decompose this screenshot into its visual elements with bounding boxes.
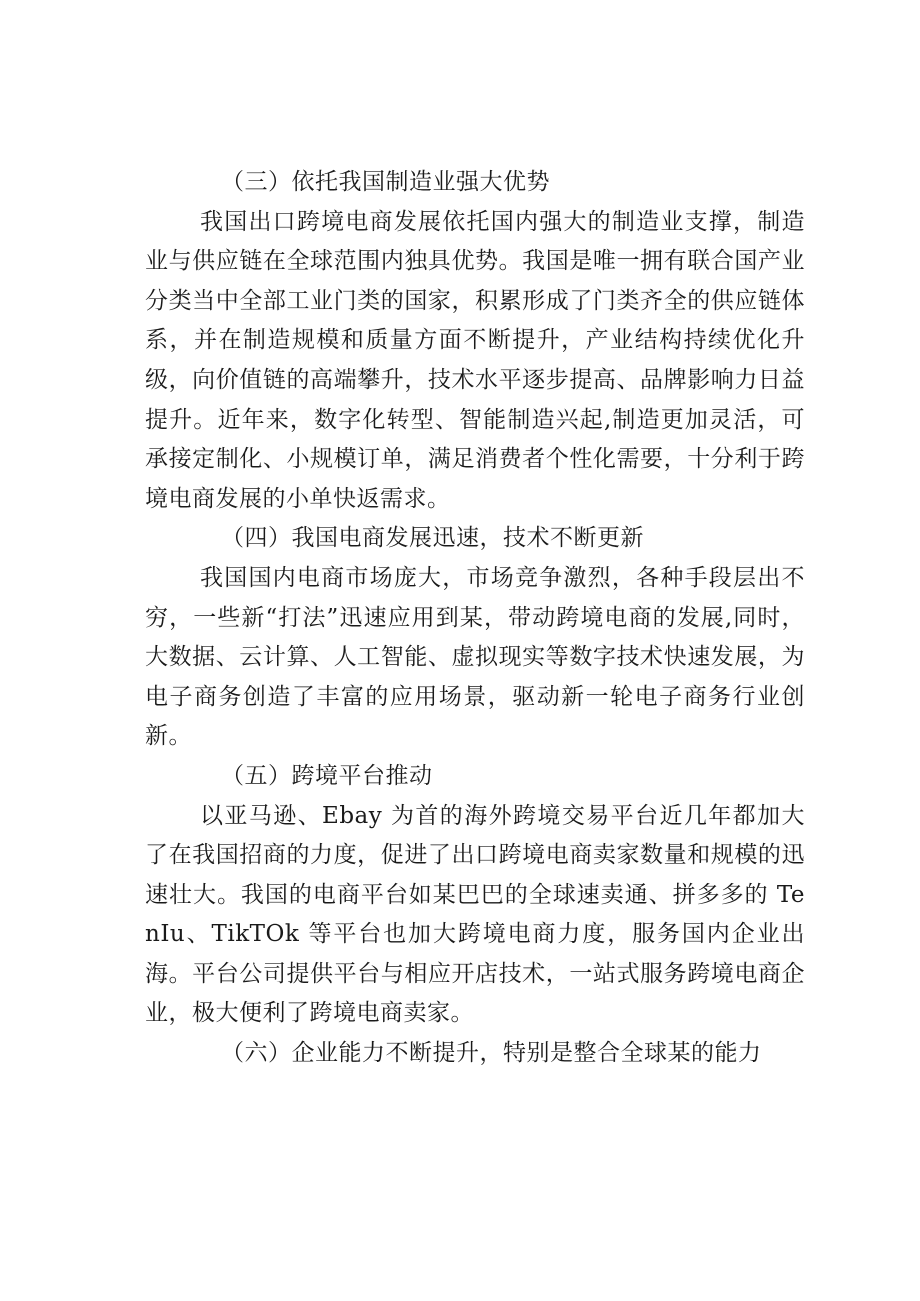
section-heading-3: （三）依托我国制造业强大优势 xyxy=(221,169,550,195)
document-body xyxy=(145,163,805,1074)
section-heading-5: （五）跨境平台推动 xyxy=(221,762,433,789)
section-paragraph-3: 我国出口跨境电商发展依托国内强大的制造业支撑，制造业与供应链在全球范围内独具优势。我国是唯一拥有联合国产业分类当中全部工业门类的国家，积累形成了门类齐全的供应链体系，并在制造规模和质量方面不断提升，产业结构持续优化升级，向价值链的高端攀升，技术水平逐步提高、品牌影响力日益提升。近年来，数字化转型、智能制造兴起,制造更加灵活，可承接定制化、小规模订单，满足消费者个性化需要，十分利于跨境电商发展的小单快返需求。 xyxy=(145,208,805,512)
section-heading-6: （六）企业能力不断提升，特别是整合全球某的能力 xyxy=(221,1040,762,1067)
section-heading-4: （四）我国电商发展迅速，技术不断更新 xyxy=(221,525,644,552)
section-paragraph-5: 以亚马逊、Ebay 为首的海外跨境交易平台近几年都加大了在我国招商的力度，促进了出口跨境电商卖家数量和规模的迅速壮大。我国的电商平台如某巴巴的全球速卖通、拼多多的 TenIu、TikTOk 等平台也加大跨境电商力度，服务国内企业出海。平台公司提供平台与相应开店技术，一站式服务跨境电商企业，极大便利了跨境电商卖家。 xyxy=(145,802,805,1027)
section-paragraph-4: 我国国内电商市场庞大，市场竞争激烈，各种手段层出不穷，一些新“打法”迅速应用到某，带动跨境电商的发展,同时，大数据、云计算、人工智能、虚拟现实等数字技术快速发展，为电子商务创造了丰富的应用场景，驱动新一轮电子商务行业创新。 xyxy=(145,564,805,750)
